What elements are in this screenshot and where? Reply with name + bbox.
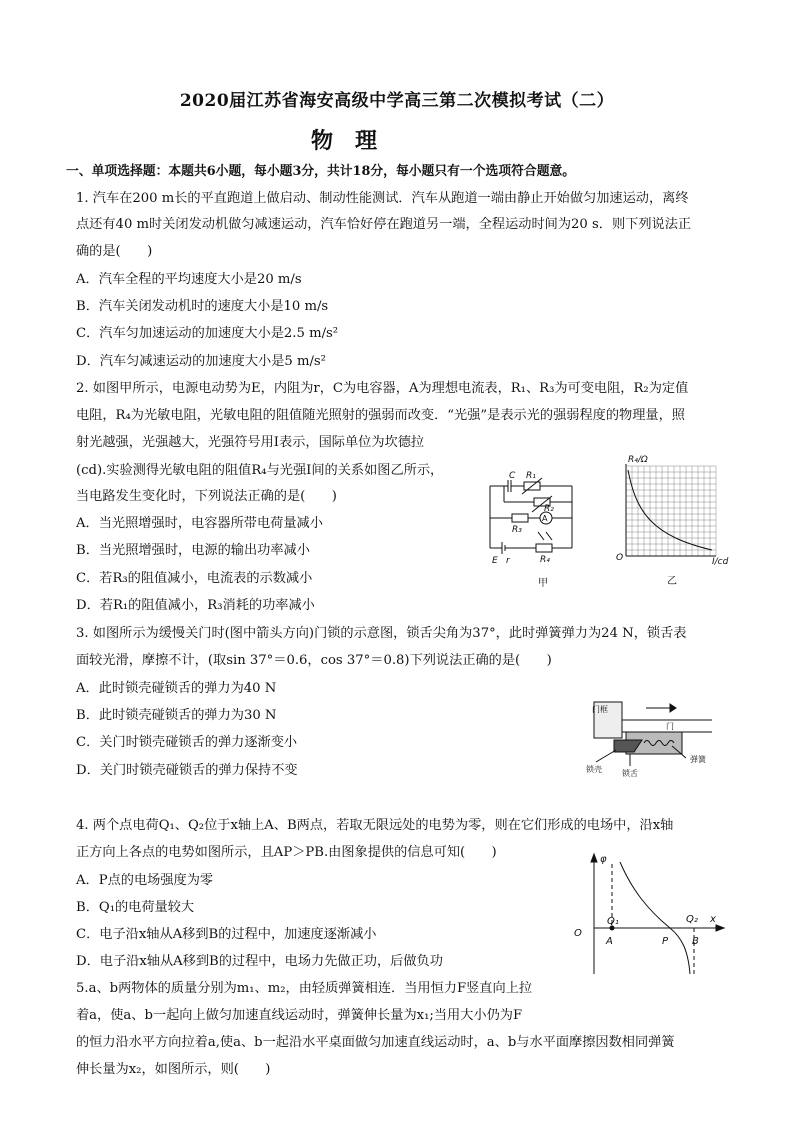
subject-heading: 物理 — [310, 128, 399, 154]
q4-option-a: A．P点的电场强度为零 — [76, 873, 214, 888]
q2-stem-line: 当电路发生变化时，下列说法正确的是( ) — [76, 489, 337, 504]
q1-option-a: A．汽车全程的平均速度大小是20 m/s — [76, 272, 302, 287]
point-a-label: A — [606, 936, 613, 947]
q2-stem-line: (cd).实验测得光敏电阻的阻值R₄与光强I间的关系如图乙所示， — [76, 463, 444, 478]
q4-option-b: B．Q₁的电荷量较大 — [76, 900, 195, 915]
spring-label: 弹簧 — [690, 755, 706, 764]
q4-option-c: C．电子沿x轴从A移到B的过程中，加速度逐渐减小 — [76, 927, 377, 942]
photoresistor-graph — [612, 452, 732, 592]
q1-stem-line: 确的是( ) — [76, 244, 153, 259]
q4-stem-line: 正方向上各点的电势如图所示，且AP＞PB.由图象提供的信息可知( ) — [76, 845, 497, 860]
door-frame-label: 门框 — [592, 705, 608, 714]
r1-label: R₁ — [526, 471, 536, 481]
graph-ylabel: R₄/Ω — [628, 455, 648, 465]
q2-stem-line: 电阻，R₄为光敏电阻，光敏电阻的阻值随光照射的强弱而改变．“光强”是表示光的强弱程度的物理量，照 — [76, 408, 685, 423]
door-lock-diagram — [586, 698, 722, 780]
q1-stem-line: 点还有40 m时关闭发动机做匀减速运动，汽车恰好停在跑道另一端，全程运动时间为20 s．则下列说法正 — [76, 217, 692, 232]
q2-option-a: A．当光照增强时，电容器所带电荷量减小 — [76, 516, 323, 531]
origin-label: O — [574, 928, 582, 939]
lock-tongue-label: 锁舌 — [622, 769, 638, 778]
q3-option-d: D．关门时锁壳碰锁舌的弹力保持不变 — [76, 763, 298, 778]
q5-stem-line: 的恒力沿水平方向拉着a,使a、b一起沿水平桌面做匀加速直线运动时，a、b与水平面摩擦因数相同弹簧 — [76, 1035, 675, 1050]
q2-stem-line: 射光越强，光强越大，光强符号用I表示，国际单位为坎德拉 — [76, 435, 425, 450]
q1-label: Q₁ — [607, 916, 619, 927]
q5-stem-line: 伸长量为x₂，如图所示，则( ) — [76, 1062, 271, 1077]
r4-label: R₄ — [540, 555, 550, 565]
circuit-diagram — [484, 466, 594, 592]
q1-option-b: B．汽车关闭发动机时的速度大小是10 m/s — [76, 299, 329, 314]
internal-r-label: r — [506, 556, 510, 566]
q3-option-c: C．关门时锁壳碰锁舌的弹力逐渐变小 — [76, 735, 298, 750]
q1-option-d: D．汽车匀减速运动的加速度大小是5 m/s² — [76, 354, 326, 369]
point-p-label: P — [662, 936, 669, 947]
q3-stem-line: 3. 如图所示为缓慢关门时(图中箭头方向)门锁的示意图，锁舌尖角为37°，此时弹簧弹力为24 N，锁舌表 — [76, 626, 687, 641]
graph-origin: O — [616, 553, 624, 563]
q2-label: Q₂ — [686, 914, 698, 925]
r3-label: R₃ — [512, 525, 522, 535]
graph-xlabel: I/cd — [712, 557, 729, 567]
cap-label: C — [509, 471, 516, 481]
fig-yi-caption: 乙 — [667, 576, 677, 587]
q2-option-d: D．若R₁的阻值减小，R₃消耗的功率减小 — [76, 598, 315, 613]
q3-option-a: A．此时锁壳碰锁舌的弹力为40 N — [76, 681, 277, 696]
q5-stem-line: 5.a、b两物体的质量分别为m₁、m₂，由轻质弹簧相连．当用恒力F竖直向上拉 — [76, 981, 533, 996]
q4-option-d: D．电子沿x轴从A移到B的过程中，电场力先做正功，后做负功 — [76, 954, 443, 969]
q2-stem-line: 2. 如图甲所示，电源电动势为E，内阻为r，C为电容器，A为理想电流表，R₁、R₃为可变电阻，R₂为定值 — [76, 381, 689, 396]
point-b-label: B — [692, 936, 699, 947]
lock-shell-label: 锁壳 — [586, 765, 602, 774]
q1-stem-line: 1. 汽车在200 m长的平直跑道上做启动、制动性能测试．汽车从跑道一端由静止开始做匀加速运动，离终 — [76, 191, 689, 206]
r2-label: R₂ — [544, 504, 554, 514]
q3-option-b: B．此时锁壳碰锁舌的弹力为30 N — [76, 708, 277, 723]
potential-graph — [570, 850, 730, 982]
q4-stem-line: 4. 两个点电荷Q₁、Q₂位于x轴上A、B两点，若取无限远处的电势为零，则在它们形成的电场中，沿x轴 — [76, 818, 674, 833]
ammeter-label: A — [542, 514, 548, 523]
section-heading: 一、单项选择题：本题共6小题，每小题3分，共计18分，每小题只有一个选项符合题意。 — [66, 164, 576, 179]
phi-axis-label: φ — [600, 854, 607, 865]
exam-title: 2020届江苏省海安高级中学高三第二次模拟考试（二） — [179, 91, 615, 111]
q2-option-c: C．若R₃的阻值减小，电流表的示数减小 — [76, 571, 313, 586]
emf-label: E — [492, 556, 498, 566]
fig-jia-caption: 甲 — [538, 578, 548, 589]
q1-option-c: C．汽车匀加速运动的加速度大小是2.5 m/s² — [76, 326, 339, 341]
door-label: 门 — [666, 722, 674, 731]
q3-stem-line: 面较光滑，摩擦不计，(取sin 37°＝0.6，cos 37°＝0.8)下列说法正确的是( ) — [76, 653, 552, 668]
q5-stem-line: 着a，使a、b一起向上做匀加速直线运动时，弹簧伸长量为x₁;当用大小仍为F — [76, 1008, 523, 1023]
q2-option-b: B．当光照增强时，电源的输出功率减小 — [76, 543, 310, 558]
x-axis-label: x — [710, 914, 716, 925]
